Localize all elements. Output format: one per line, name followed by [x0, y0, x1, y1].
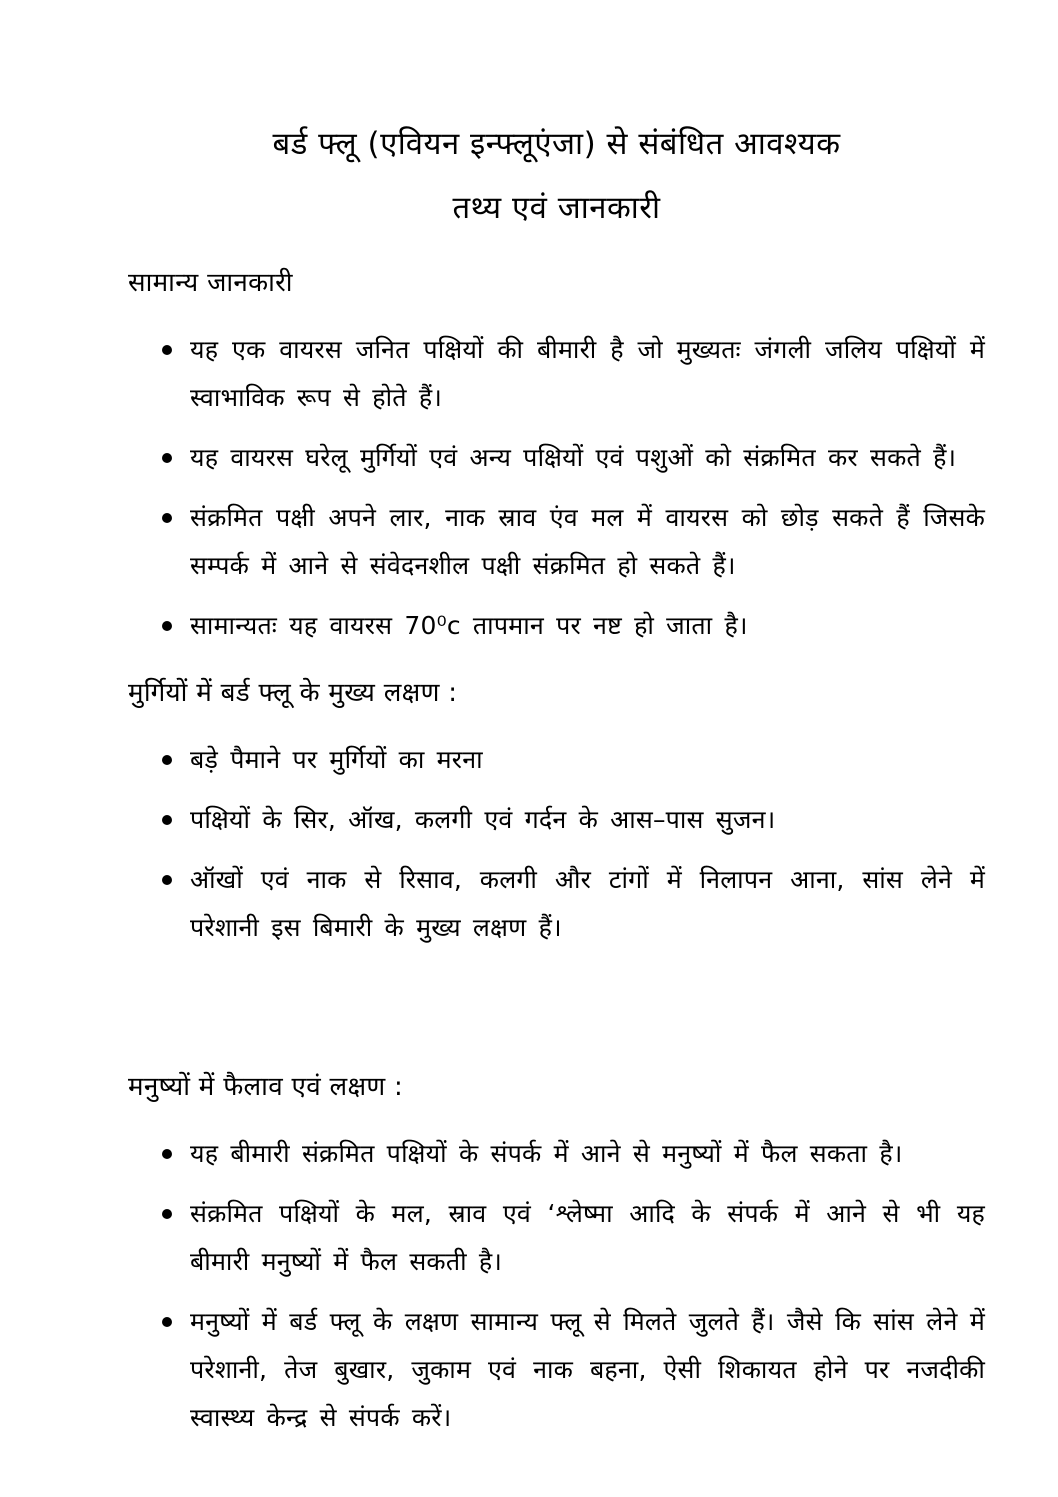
- bullet-item: यह वायरस घरेलू मुर्गियों एवं अन्य पक्षियों एवं पशुओं को संक्रमित कर सकते हैं।: [128, 434, 985, 482]
- section-human-spread-symptoms: [128, 1070, 985, 1442]
- title-line-1: बर्ड फ्लू (एवियन इन्फ्लूएंजा) से संबंधित आवश्यक: [272, 126, 841, 162]
- document-title: [128, 112, 985, 240]
- bullet-item: बड़े पैमाने पर मुर्गियों का मरना: [128, 736, 985, 784]
- bullet-list-general-info: [128, 326, 985, 650]
- section-heading-general-info: सामान्य जानकारी: [128, 268, 293, 298]
- bullet-item: संक्रमित पक्षी अपने लार, नाक स्राव एंव मल में वायरस को छोड़ सकते हैं जिसके सम्पर्क में आने से संवेदनशील पक्षी संक्रमित हो सकते हैं।: [128, 494, 985, 590]
- bullet-item: सामान्यतः यह वायरस 70⁰c तापमान पर नष्ट हो जाता है।: [128, 602, 985, 650]
- section-general-info: [128, 266, 985, 650]
- title-line-2: तथ्य एवं जानकारी: [452, 190, 661, 226]
- bullet-item: यह एक वायरस जनित पक्षियों की बीमारी है जो मुख्यतः जंगली जलिय पक्षियों में स्वाभाविक रूप से होते हैं।: [128, 326, 985, 422]
- bullet-item: ऑखों एवं नाक से रिसाव, कलगी और टांगों में निलापन आना, सांस लेने में परेशानी इस बिमारी के मुख्य लक्षण हैं।: [128, 856, 985, 952]
- bullet-item: संक्रमित पक्षियों के मल, स्राव एवं ‘श्लेष्मा आदि के संपर्क में आने से भी यह बीमारी मनुष्यों में फैल सकती है।: [128, 1190, 985, 1286]
- section-heading-poultry-symptoms: मुर्गियों में बर्ड फ्लू के मुख्य लक्षण :: [128, 678, 458, 708]
- section-heading-human-spread-symptoms: मनुष्यों में फैलाव एवं लक्षण :: [128, 1072, 404, 1102]
- bullet-list-poultry-symptoms: [128, 736, 985, 952]
- bullet-item: यह बीमारी संक्रमित पक्षियों के संपर्क में आने से मनुष्यों में फैल सकता है।: [128, 1130, 985, 1178]
- section-poultry-symptoms: [128, 676, 985, 952]
- bullet-list-human-spread-symptoms: [128, 1130, 985, 1442]
- bullet-item: मनुष्यों में बर्ड फ्लू के लक्षण सामान्य फ्लू से मिलते जुलते हैं। जैसे कि सांस लेने में परेशानी, तेज बुखार, जुकाम एवं नाक बहना, ऐसी शिकायत होने पर नजदीकी स्वास्थ्य केन्द्र से संपर्क करें।: [128, 1298, 985, 1442]
- bullet-item: पक्षियों के सिर, ऑख, कलगी एवं गर्दन के आस–पास सुजन।: [128, 796, 985, 844]
